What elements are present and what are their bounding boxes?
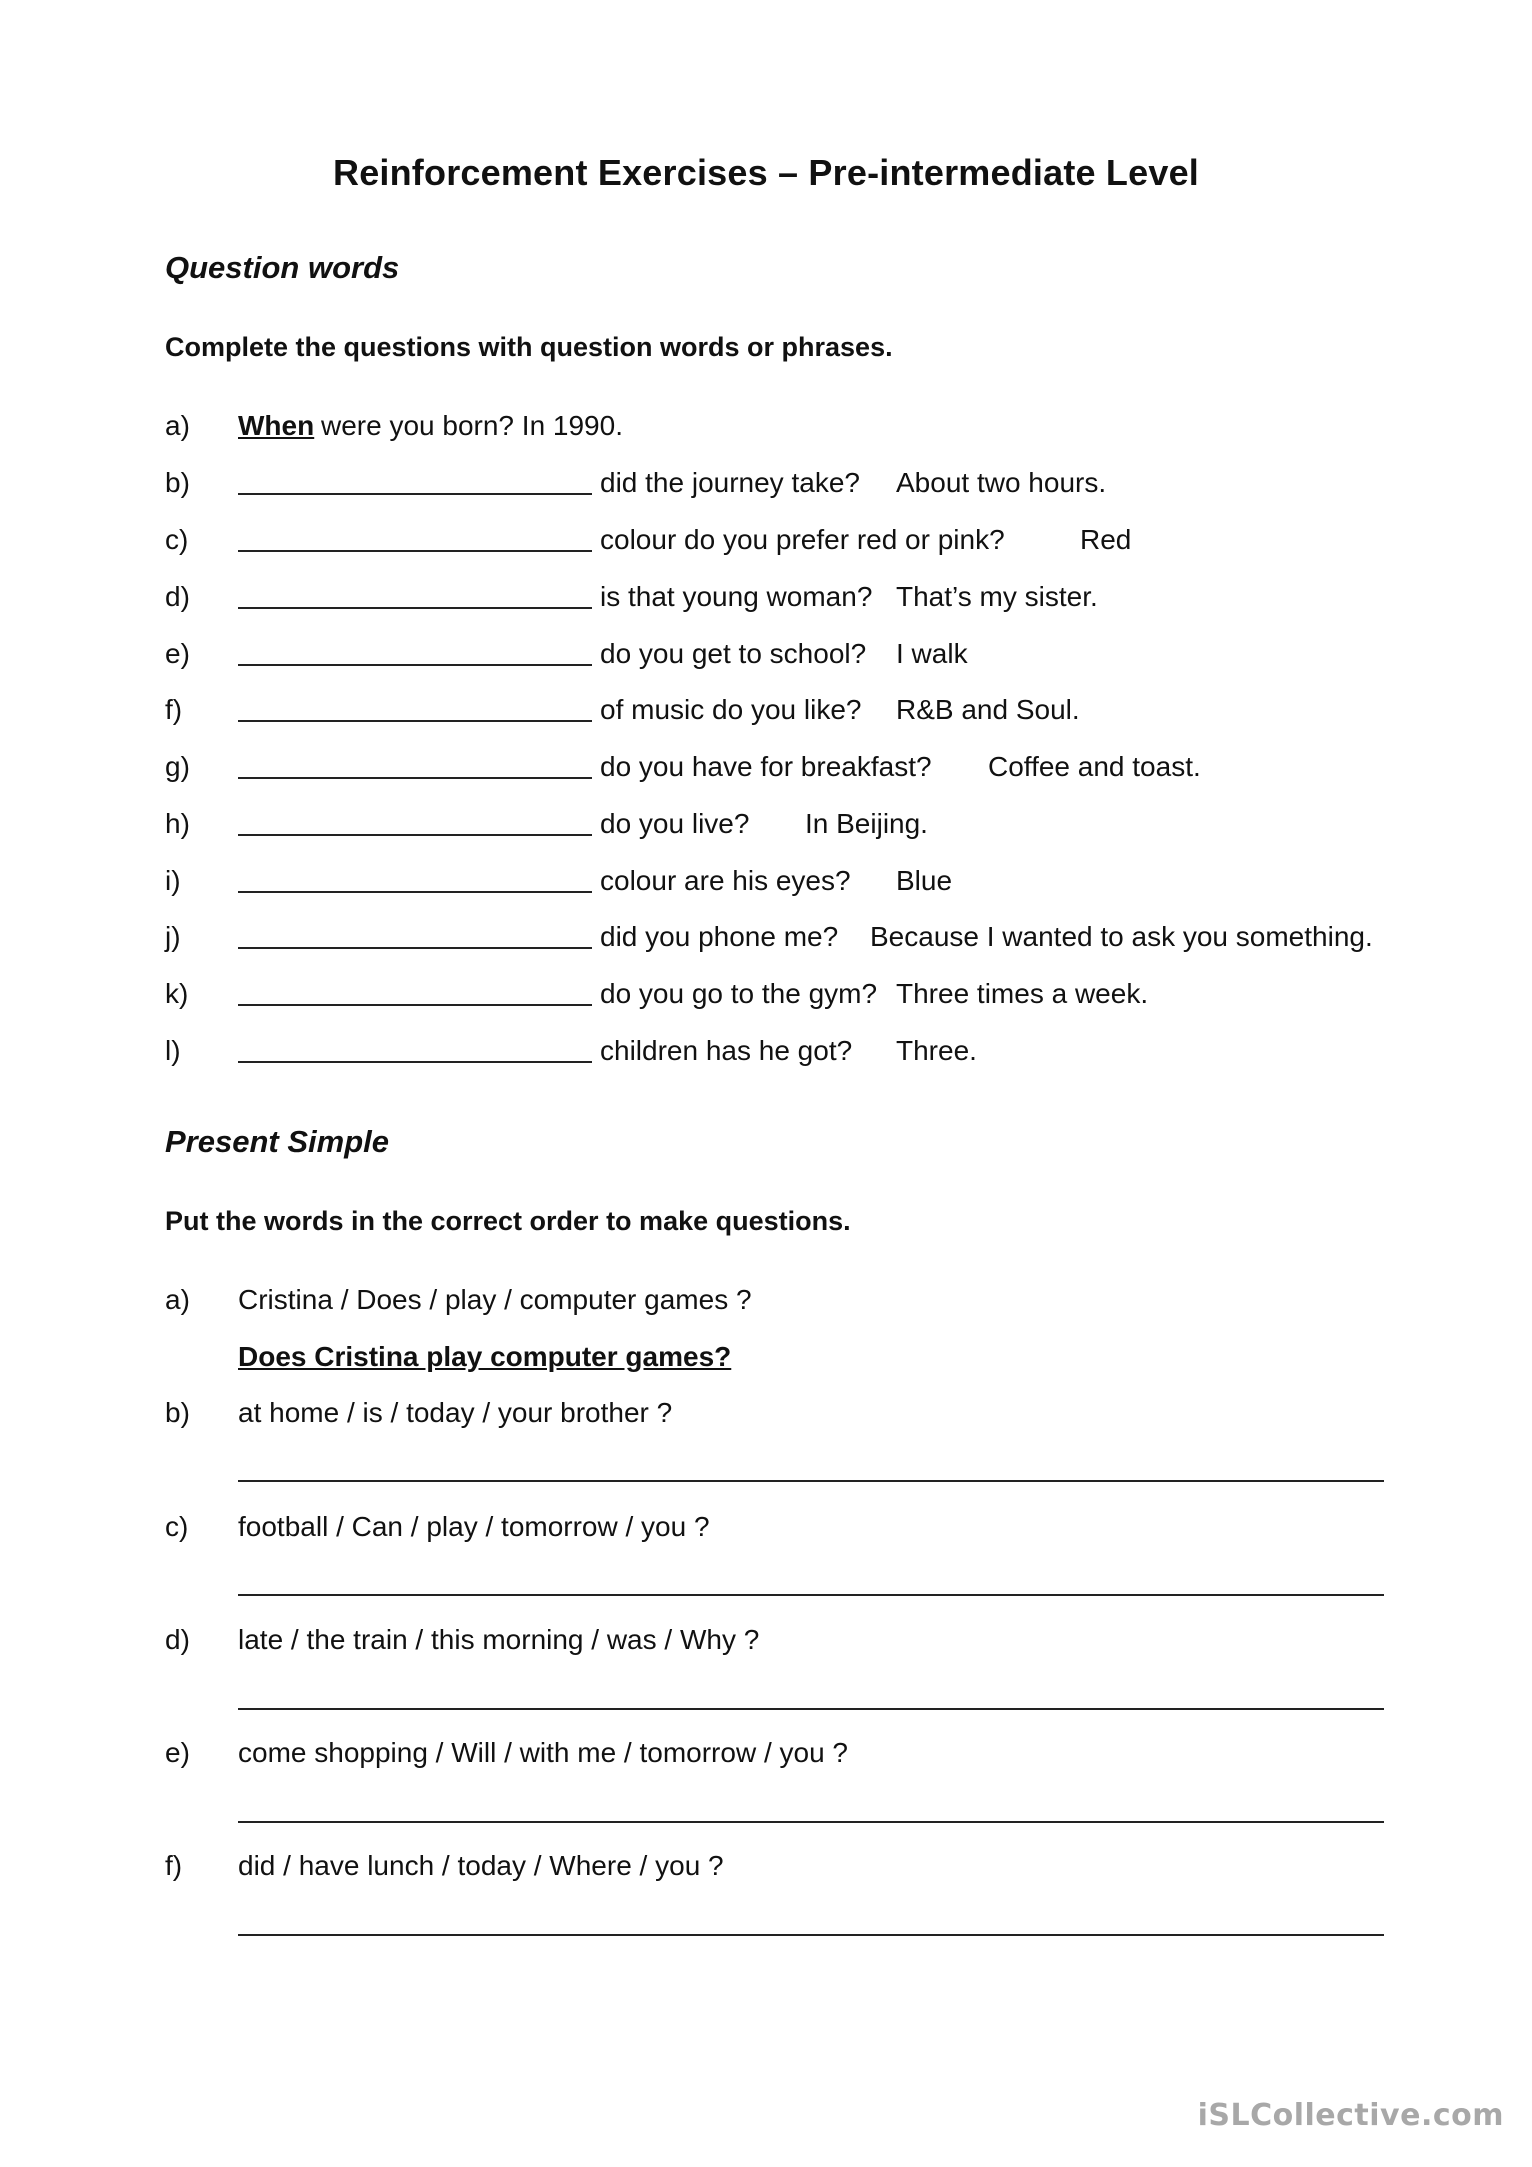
instruction-present-simple: Put the words in the correct order to make questions. (165, 1206, 851, 1236)
answer-blank[interactable] (238, 550, 592, 552)
scrambled-words: Cristina / Does / play / computer games ? (238, 1284, 752, 1315)
scrambled-words: football / Can / play / tomorrow / you ? (238, 1511, 710, 1542)
item-label: c) (165, 524, 189, 555)
item-label: g) (165, 751, 190, 782)
item-label: c) (165, 1511, 189, 1542)
answer-text: Because I wanted to ask you something. (870, 921, 1373, 952)
question-text: do you go to the gym? (600, 978, 878, 1009)
instruction-question-words: Complete the questions with question words or phrases. (165, 332, 893, 362)
item-label: l) (165, 1035, 181, 1066)
item-label: f) (165, 694, 183, 725)
item-label: i) (165, 865, 181, 896)
example-question: were you born? In 1990. (321, 410, 623, 441)
scrambled-words: at home / is / today / your brother ? (238, 1397, 673, 1428)
answer-text: About two hours. (896, 467, 1107, 498)
answer-blank[interactable] (238, 607, 592, 609)
answer-blank[interactable] (238, 891, 592, 893)
question-text: did you phone me? (600, 921, 839, 952)
answer-text: Three. (896, 1035, 977, 1066)
question-text: do you live? (600, 808, 750, 839)
question-text: did the journey take? (600, 467, 860, 498)
answer-line[interactable] (238, 1934, 1384, 1936)
answer-text: Three times a week. (896, 978, 1149, 1009)
answer-line[interactable] (238, 1480, 1384, 1482)
item-label: b) (165, 1397, 190, 1428)
example-answer: When (238, 410, 315, 441)
page-title: Reinforcement Exercises – Pre-intermediate Level (333, 152, 1199, 193)
item-label: h) (165, 808, 190, 839)
item-label: d) (165, 1624, 190, 1655)
answer-text: R&B and Soul. (896, 694, 1080, 725)
question-text: children has he got? (600, 1035, 853, 1066)
answer-blank[interactable] (238, 777, 592, 779)
answer-line[interactable] (238, 1708, 1384, 1710)
answer-text: In Beijing. (805, 808, 928, 839)
answer-text: I walk (896, 638, 968, 669)
item-label: b) (165, 467, 190, 498)
answer-blank[interactable] (238, 1061, 592, 1063)
question-text: do you get to school? (600, 638, 867, 669)
scrambled-words: come shopping / Will / with me / tomorrow / you ? (238, 1737, 848, 1768)
item-label: f) (165, 1850, 183, 1881)
answer-line[interactable] (238, 1821, 1384, 1823)
item-label: a) (165, 1284, 190, 1315)
item-label: a) (165, 410, 190, 441)
model-answer: Does Cristina play computer games? (238, 1341, 732, 1372)
section-heading-question-words: Question words (165, 250, 400, 285)
answer-blank[interactable] (238, 493, 592, 495)
watermark-logo: iSLCollective.com (1197, 2098, 1504, 2133)
answer-text: Coffee and toast. (988, 751, 1201, 782)
item-label: e) (165, 638, 190, 669)
answer-blank[interactable] (238, 1004, 592, 1006)
question-text: colour are his eyes? (600, 865, 851, 896)
answer-text: Blue (896, 865, 953, 896)
question-text: do you have for breakfast? (600, 751, 932, 782)
question-text: colour do you prefer red or pink? (600, 524, 1005, 555)
item-label: j) (165, 921, 181, 952)
answer-blank[interactable] (238, 720, 592, 722)
item-label: k) (165, 978, 189, 1009)
item-label: d) (165, 581, 190, 612)
answer-text: Red (1080, 524, 1132, 555)
question-text: of music do you like? (600, 694, 862, 725)
answer-blank[interactable] (238, 947, 592, 949)
answer-text: That’s my sister. (896, 581, 1098, 612)
answer-line[interactable] (238, 1594, 1384, 1596)
question-text: is that young woman? (600, 581, 873, 612)
scrambled-words: late / the train / this morning / was / Why ? (238, 1624, 760, 1655)
answer-blank[interactable] (238, 664, 592, 666)
answer-blank[interactable] (238, 834, 592, 836)
scrambled-words: did / have lunch / today / Where / you ? (238, 1850, 724, 1881)
item-label: e) (165, 1737, 190, 1768)
section-heading-present-simple: Present Simple (165, 1124, 389, 1159)
